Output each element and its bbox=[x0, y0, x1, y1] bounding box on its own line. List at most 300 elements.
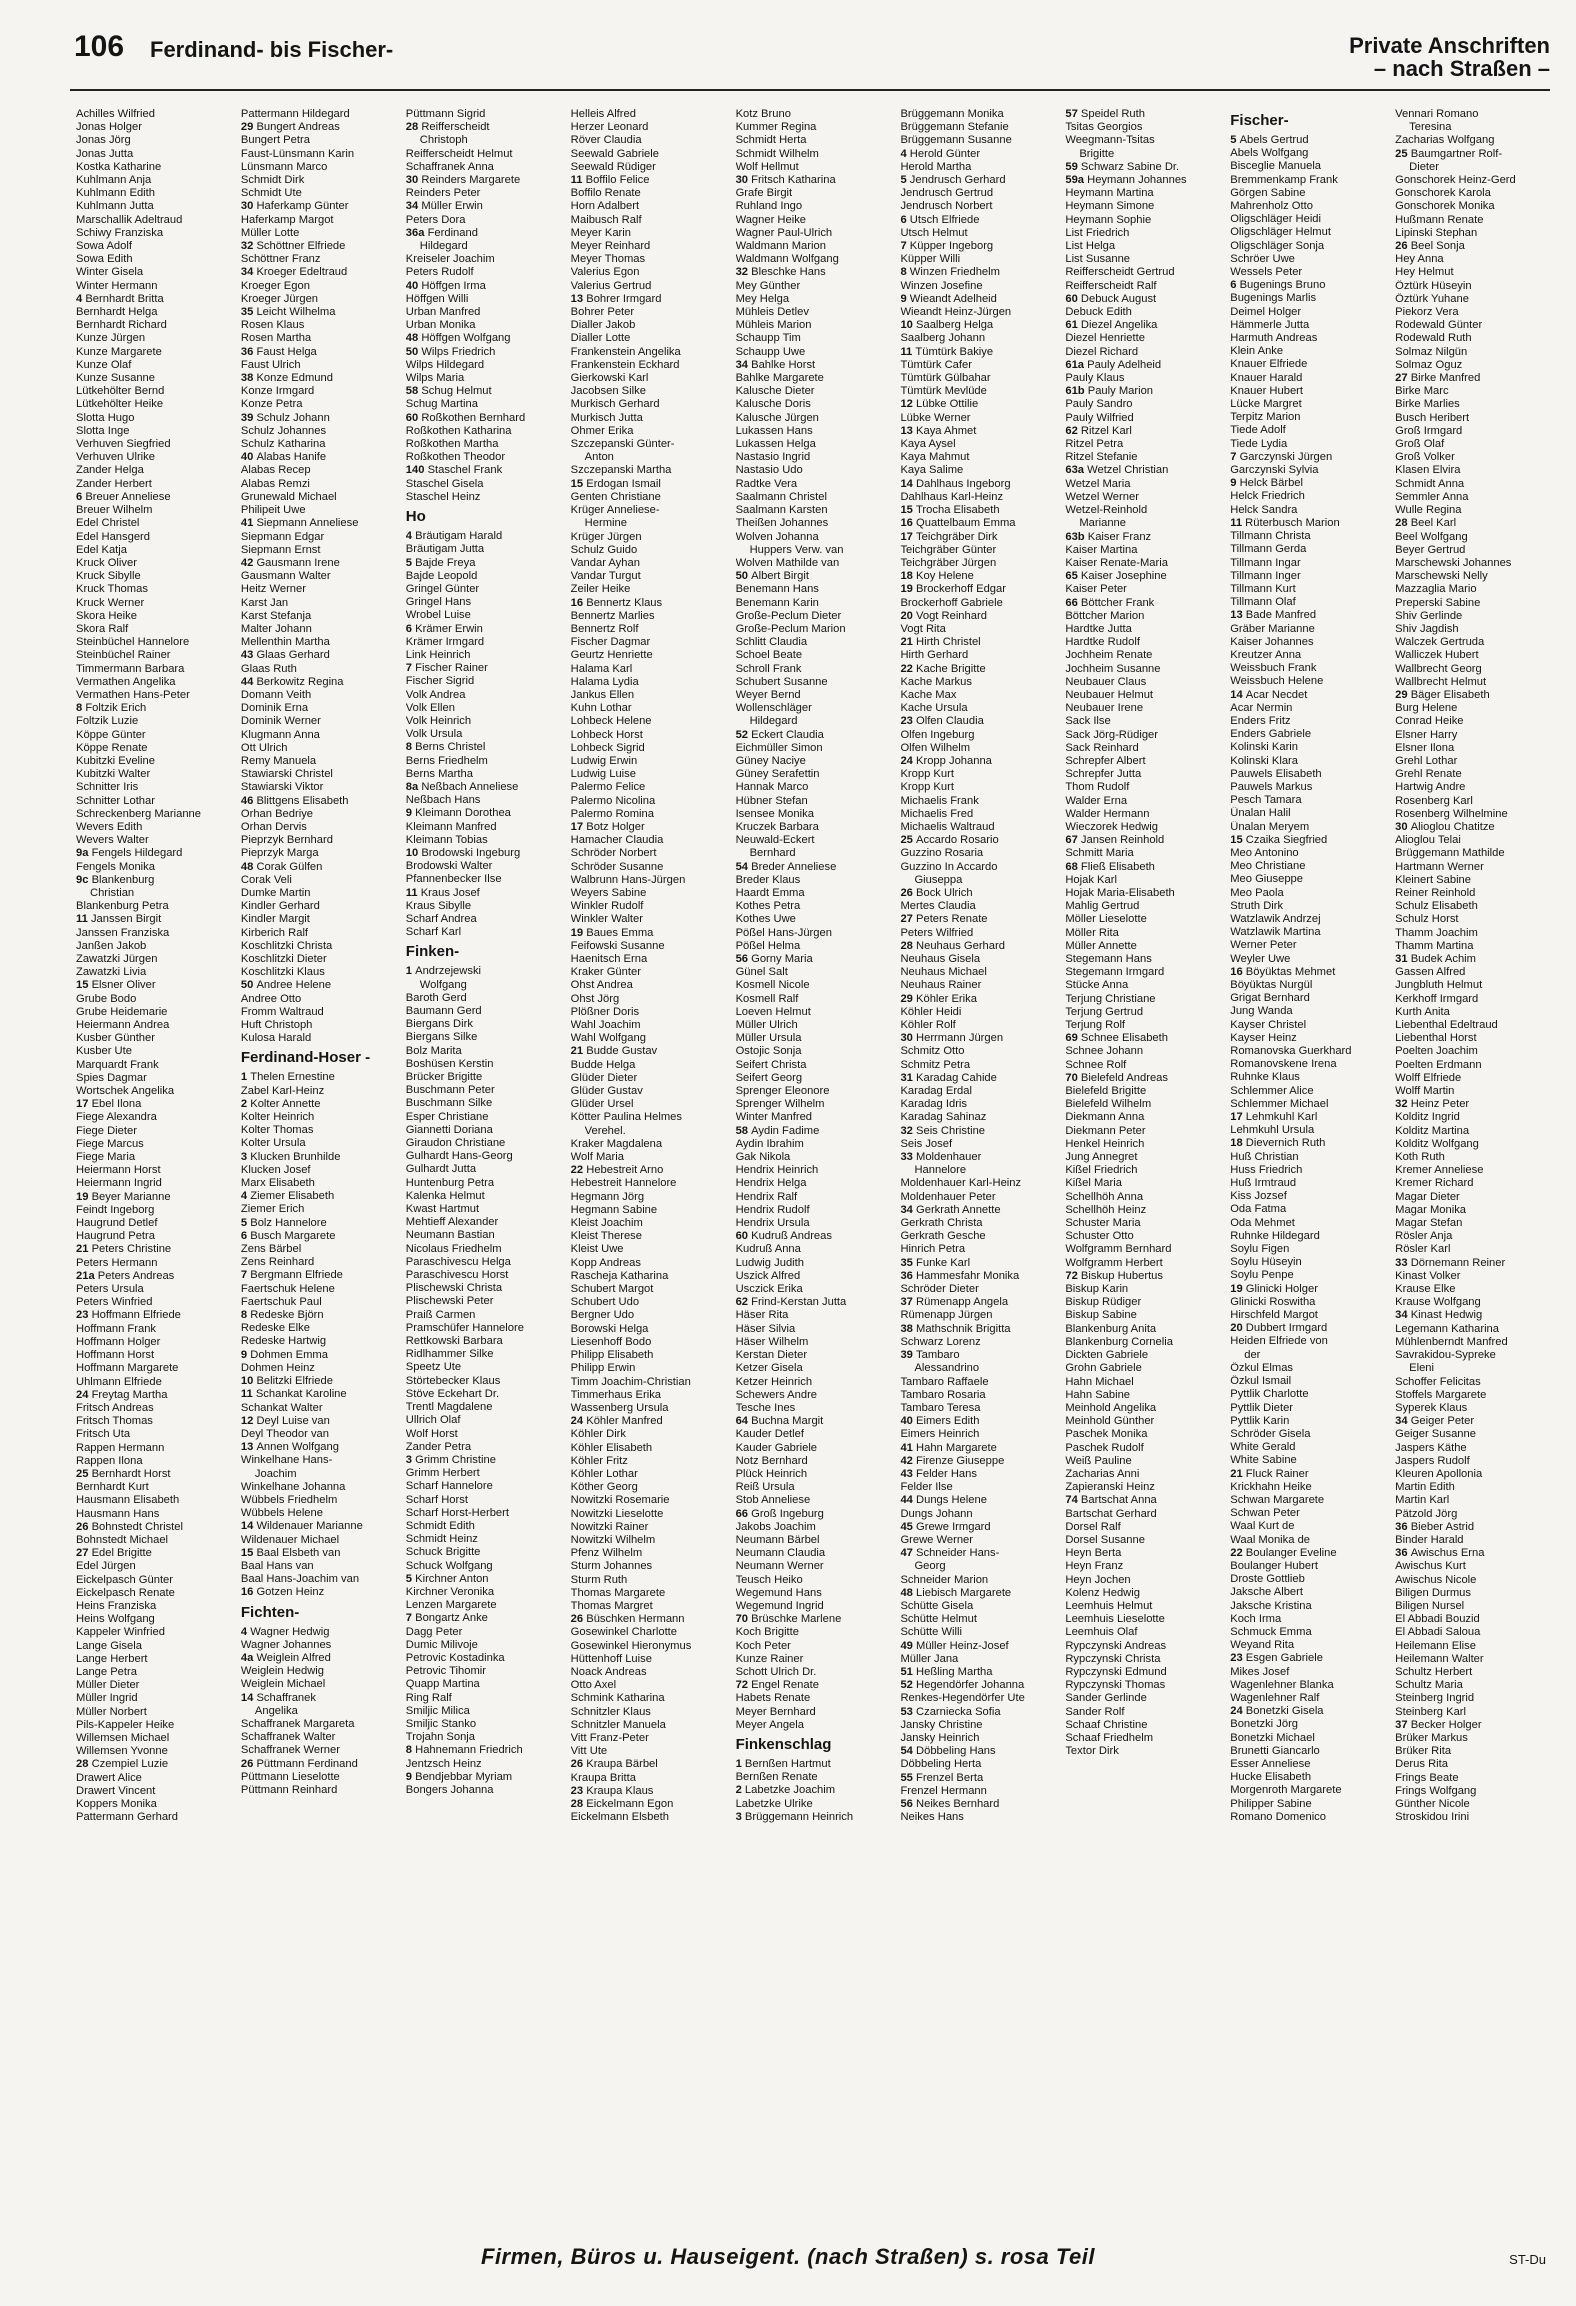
directory-entry: Wagner Paul-Ulrich bbox=[735, 226, 833, 239]
directory-entry: 22 Hebestreit Arno bbox=[570, 1164, 664, 1177]
directory-entry: Volk Ursula bbox=[405, 728, 463, 741]
directory-entry: 28 Reifferscheidt bbox=[405, 121, 490, 134]
directory-entry: 65 Kaiser Josephine bbox=[1065, 570, 1167, 583]
directory-entry: Hebestreit Hannelore bbox=[570, 1177, 677, 1190]
directory-entry: Busch Heribert bbox=[1395, 411, 1470, 424]
directory-entry: Herzer Leonard bbox=[570, 121, 649, 134]
directory-entry: 11 Tümtürk Bakiye bbox=[900, 345, 994, 358]
directory-entry: Hausmann Hans bbox=[76, 1507, 160, 1520]
directory-entry: Pesch Tamara bbox=[1230, 794, 1302, 807]
directory-entry: Gringel Hans bbox=[405, 596, 472, 609]
directory-entry: Helck Sandra bbox=[1230, 503, 1298, 516]
directory-entry: Weissbuch Frank bbox=[1230, 662, 1317, 675]
directory-entry: Pößel Hans-Jürgen bbox=[735, 926, 832, 939]
directory-entry: Lünsmann Marco bbox=[240, 160, 328, 173]
directory-entry: 59a Heymann Johannes bbox=[1065, 174, 1187, 187]
directory-entry: Feifowski Susanne bbox=[570, 939, 665, 952]
directory-entry: 29 Bäger Elisabeth bbox=[1395, 688, 1490, 701]
directory-entry: 9 Dohmen Emma bbox=[240, 1348, 328, 1361]
directory-column-2 bbox=[241, 108, 392, 2180]
directory-entry: 22 Boulanger Eveline bbox=[1230, 1546, 1337, 1559]
directory-entry: Verehel. bbox=[584, 1124, 626, 1137]
directory-entry: 42 Firenze Giuseppe bbox=[900, 1454, 1005, 1467]
directory-entry: 34 Müller Erwin bbox=[405, 200, 483, 213]
directory-entry: 9 Kleimann Dorothea bbox=[405, 807, 511, 820]
house-number: 38 bbox=[900, 1322, 917, 1335]
directory-entry: Stegemann Irmgard bbox=[1065, 966, 1165, 979]
directory-entry: Pyttlik Dieter bbox=[1230, 1401, 1294, 1414]
house-number: 66 bbox=[735, 1507, 752, 1520]
directory-entry: Christoph bbox=[419, 134, 468, 147]
house-number: 25 bbox=[900, 834, 917, 847]
directory-entry: Hojak Maria-Elisabeth bbox=[1065, 886, 1175, 899]
directory-entry: Soylu Hüseyin bbox=[1230, 1256, 1302, 1269]
directory-entry: Koschlitzki Christa bbox=[240, 939, 333, 952]
directory-entry: Urban Monika bbox=[405, 319, 476, 332]
directory-entry: Debuck Edith bbox=[1065, 306, 1132, 319]
directory-entry: Karst Stefanja bbox=[240, 609, 312, 622]
directory-entry: Pfannenbecker Ilse bbox=[405, 873, 502, 886]
directory-entry: Meyer Karin bbox=[570, 226, 631, 239]
directory-entry: 3 Klucken Brunhilde bbox=[240, 1150, 341, 1163]
directory-entry: Weiglein Michael bbox=[240, 1678, 326, 1691]
directory-entry: Deimel Holger bbox=[1230, 305, 1302, 318]
directory-entry: Koschlitzki Dieter bbox=[240, 953, 327, 965]
directory-entry: Zacharias Anni bbox=[1065, 1467, 1140, 1480]
directory-entry: Szczepanski Günter- bbox=[570, 438, 675, 451]
house-number: 51 bbox=[900, 1665, 917, 1678]
directory-entry: 11 Boffilo Felice bbox=[570, 174, 650, 187]
directory-entry: Wessels Peter bbox=[1230, 266, 1303, 279]
directory-entry: 52 Eckert Claudia bbox=[735, 728, 824, 741]
directory-entry: Lehmkuhl Ursula bbox=[1230, 1124, 1315, 1137]
directory-entry: Schuster Maria bbox=[1065, 1217, 1141, 1230]
directory-entry: Jaksche Albert bbox=[1230, 1586, 1303, 1599]
directory-entry: Tillmann Ingar bbox=[1230, 556, 1301, 569]
house-number: 54 bbox=[735, 860, 752, 873]
directory-entry: Halama Karl bbox=[570, 662, 633, 675]
house-number: 5 bbox=[405, 556, 416, 569]
directory-entry: Edel Hansgerd bbox=[76, 530, 151, 543]
directory-entry: Ludwig Luise bbox=[570, 768, 636, 781]
directory-entry: Pramschüfer Hannelore bbox=[405, 1321, 524, 1334]
directory-entry: Krickhahn Heike bbox=[1230, 1480, 1312, 1493]
directory-entry: Meyer Bernhard bbox=[735, 1705, 816, 1718]
directory-entry: Lohbeck Horst bbox=[570, 728, 643, 741]
directory-entry: Soylu Penpe bbox=[1230, 1269, 1294, 1282]
directory-entry: Philipper Sabine bbox=[1230, 1797, 1312, 1810]
directory-entry: Schwan Margarete bbox=[1230, 1493, 1325, 1506]
directory-entry: Romano Domenico bbox=[1230, 1810, 1326, 1823]
directory-entry: Böttcher Marion bbox=[1065, 609, 1145, 622]
directory-entry: Bennertz Marlies bbox=[570, 609, 655, 622]
house-number: 36 bbox=[1395, 1547, 1411, 1560]
house-number: 26 bbox=[76, 1520, 92, 1533]
house-number: 60 bbox=[735, 1230, 752, 1243]
house-number: 5 bbox=[240, 1216, 251, 1229]
house-number: 15 bbox=[900, 504, 917, 517]
directory-entry: Murkisch Jutta bbox=[570, 411, 643, 424]
directory-entry: Haugrund Detlef bbox=[76, 1217, 158, 1230]
directory-entry: 36 Faust Helga bbox=[240, 345, 317, 358]
directory-entry: 32 Bleschke Hans bbox=[735, 266, 826, 279]
directory-entry: Achilles Wilfried bbox=[76, 108, 155, 120]
directory-entry: Philipp Elisabeth bbox=[570, 1349, 654, 1362]
directory-entry: Andree Otto bbox=[240, 992, 302, 1005]
directory-entry: Schaaf Christine bbox=[1065, 1718, 1148, 1731]
directory-entry: Esser Anneliese bbox=[1230, 1757, 1311, 1770]
directory-entry: Wahl Joachim bbox=[570, 1019, 641, 1032]
directory-entry: 17 Ebel Ilona bbox=[76, 1098, 142, 1111]
directory-entry: Kroeger Jürgen bbox=[240, 292, 319, 305]
house-number: 8 bbox=[900, 266, 910, 279]
directory-entry: 14 Wildenauer Marianne bbox=[240, 1520, 363, 1533]
house-number: 1 bbox=[240, 1071, 251, 1084]
directory-entry: 5 Bolz Hannelore bbox=[240, 1216, 327, 1229]
directory-entry: 25 Bernhardt Horst bbox=[76, 1467, 171, 1480]
directory-entry: 15 Trocha Elisabeth bbox=[900, 504, 1000, 517]
directory-entry: Köppe Renate bbox=[76, 741, 148, 754]
directory-entry: 28 Eickelmann Egon bbox=[570, 1798, 674, 1810]
directory-entry: Watzlawik Andrzej bbox=[1230, 912, 1321, 925]
directory-entry: Geiger Susanne bbox=[1395, 1428, 1476, 1441]
directory-entry: Solmaz Oguz bbox=[1395, 358, 1463, 371]
directory-entry: Fromm Waltraud bbox=[240, 1005, 324, 1018]
directory-entry: Peters Ursula bbox=[76, 1283, 144, 1296]
directory-entry: Habets Renate bbox=[735, 1692, 811, 1705]
directory-entry: Urban Manfred bbox=[405, 306, 481, 319]
directory-entry: Klein Anke bbox=[1230, 345, 1284, 358]
directory-entry: 4 Herold Günter bbox=[900, 147, 981, 160]
directory-entry: Püttmann Lieselotte bbox=[240, 1770, 340, 1783]
directory-entry: Kolditz Wolfgang bbox=[1395, 1137, 1479, 1150]
directory-entry: Blankenburg Petra bbox=[76, 900, 169, 913]
directory-entry: Köhler Heidi bbox=[900, 1005, 962, 1018]
directory-entry: Jansky Heinrich bbox=[900, 1731, 980, 1744]
directory-entry: Baal Hans-Joachim van bbox=[240, 1573, 360, 1586]
directory-entry: 14 Schaffranek bbox=[240, 1691, 316, 1704]
directory-entry: Schaffranek Margareta bbox=[240, 1717, 355, 1730]
house-number: 21a bbox=[76, 1269, 98, 1282]
directory-entry: Herold Martha bbox=[900, 160, 972, 173]
house-number: 44 bbox=[240, 675, 257, 688]
directory-entry: Waal Monika de bbox=[1230, 1533, 1311, 1546]
directory-entry: Baumann Gerd bbox=[405, 1005, 482, 1017]
directory-entry: 24 Bonetzki Gisela bbox=[1230, 1705, 1324, 1718]
house-number: 57 bbox=[1065, 108, 1081, 120]
directory-entry: Brücker Brigitte bbox=[405, 1071, 483, 1084]
directory-entry: Fritsch Uta bbox=[76, 1428, 131, 1441]
directory-entry: 35 Leicht Wilhelma bbox=[240, 306, 336, 319]
directory-entry: 47 Schneider Hans- bbox=[900, 1547, 1000, 1560]
house-number: 1 bbox=[405, 965, 416, 978]
house-number: 53 bbox=[900, 1705, 917, 1718]
directory-entry: Kleinert Sabine bbox=[1395, 873, 1472, 886]
directory-entry: 56 Gorny Maria bbox=[735, 953, 813, 965]
directory-entry: Zander Herbert bbox=[76, 477, 152, 490]
directory-entry: Biergans Silke bbox=[405, 1031, 478, 1044]
house-number: 48 bbox=[900, 1586, 917, 1599]
directory-entry: Hendrix Ursula bbox=[735, 1217, 810, 1230]
directory-entry: Schmidt Ute bbox=[240, 187, 302, 200]
directory-entry: Kunze Rainer bbox=[735, 1652, 804, 1665]
directory-entry: Stawiarski Viktor bbox=[240, 781, 324, 794]
directory-entry: Kuhlmann Anja bbox=[76, 174, 152, 187]
directory-entry: Wübbels Friedhelm bbox=[240, 1493, 338, 1506]
directory-entry: Fritsch Thomas bbox=[76, 1415, 153, 1428]
directory-entry: Verhuven Ulrike bbox=[76, 451, 155, 464]
directory-entry: 24 Kropp Johanna bbox=[900, 754, 992, 767]
directory-entry: Heyn Franz bbox=[1065, 1560, 1124, 1573]
directory-entry: Schrepfer Albert bbox=[1065, 754, 1146, 767]
directory-entry: Tümtürk Gülbahar bbox=[900, 372, 991, 385]
directory-entry: Scharf Hannelore bbox=[405, 1480, 493, 1493]
directory-entry: Lukassen Helga bbox=[735, 438, 816, 451]
directory-entry: Bongers Johanna bbox=[405, 1783, 494, 1796]
directory-entry: Kolter Ursula bbox=[240, 1137, 306, 1150]
directory-entry: Gonschorek Karola bbox=[1395, 187, 1491, 200]
house-number: 32 bbox=[735, 266, 752, 279]
house-number: 19 bbox=[900, 583, 917, 596]
house-number: 60 bbox=[405, 411, 422, 424]
street-heading: Fischer- bbox=[1230, 112, 1289, 129]
house-number: 1 bbox=[735, 1757, 745, 1770]
directory-entry: Groß Olaf bbox=[1395, 438, 1445, 451]
directory-entry: Winkler Walter bbox=[570, 913, 643, 926]
directory-entry: Birke Marc bbox=[1395, 385, 1449, 398]
directory-entry: Wahl Wolfgang bbox=[570, 1032, 646, 1045]
directory-entry: Gassen Alfred bbox=[1395, 966, 1466, 979]
directory-entry: Ohst Andrea bbox=[570, 979, 633, 992]
directory-column-3 bbox=[406, 108, 557, 2180]
directory-entry: Schaffranek Walter bbox=[240, 1731, 336, 1744]
house-number: 14 bbox=[1230, 688, 1246, 701]
directory-entry: Hardtke Jutta bbox=[1065, 622, 1132, 635]
directory-entry: Michaelis Waltraud bbox=[900, 820, 995, 833]
directory-entry: Eichmüller Simon bbox=[735, 741, 823, 754]
directory-entry: Zawatzki Jürgen bbox=[76, 953, 158, 965]
house-number: 11 bbox=[405, 886, 421, 899]
directory-entry: 23 Esgen Gabriele bbox=[1230, 1652, 1323, 1665]
directory-entry: Bernßen Renate bbox=[735, 1771, 818, 1784]
directory-entry: 4a Weiglein Alfred bbox=[240, 1651, 331, 1664]
directory-entry: 11 Kraus Josef bbox=[405, 886, 480, 899]
directory-entry: Kaya Salime bbox=[900, 464, 964, 477]
directory-entry: Wagenlehner Blanka bbox=[1230, 1678, 1334, 1691]
directory-entry: Edel Jürgen bbox=[76, 1560, 136, 1573]
directory-entry: Gringel Günter bbox=[405, 582, 480, 595]
directory-entry: Valerius Egon bbox=[570, 266, 640, 279]
house-number: 7 bbox=[240, 1269, 251, 1282]
directory-entry: 15 Baal Elsbeth van bbox=[240, 1546, 341, 1559]
directory-entry: Müller Lotte bbox=[240, 226, 300, 239]
house-number: 50 bbox=[735, 570, 752, 583]
directory-entry: Palermo Romina bbox=[570, 807, 654, 820]
directory-entry: Große-Peclum Dieter bbox=[735, 609, 842, 622]
directory-entry: Gierkowski Karl bbox=[570, 372, 649, 385]
directory-entry: Roßkothen Katharina bbox=[405, 424, 512, 437]
directory-entry: Wevers Edith bbox=[76, 820, 143, 833]
directory-entry: Köhler Rolf bbox=[900, 1019, 956, 1032]
directory-entry: 70 Bielefeld Andreas bbox=[1065, 1071, 1168, 1084]
directory-entry: Foltzik Luzie bbox=[76, 715, 139, 728]
directory-entry: Grehl Lothar bbox=[1395, 754, 1458, 767]
directory-entry: Püttmann Sigrid bbox=[405, 108, 486, 120]
directory-entry: Janssen Franziska bbox=[76, 926, 170, 939]
directory-entry: Wagner Heike bbox=[735, 213, 807, 226]
house-number: 70 bbox=[735, 1613, 752, 1626]
directory-entry: Dialler Jakob bbox=[570, 319, 636, 332]
house-number: 21 bbox=[76, 1243, 92, 1256]
directory-entry: Schmidt Edith bbox=[405, 1519, 475, 1532]
directory-entry: Guzzino In Accardo bbox=[900, 860, 998, 873]
directory-entry: Piekorz Vera bbox=[1395, 306, 1459, 319]
directory-entry: Schubert Susanne bbox=[735, 675, 828, 688]
directory-entry: Bugenings Marlis bbox=[1230, 292, 1317, 305]
directory-entry: Liesenhoff Bodo bbox=[570, 1335, 652, 1348]
directory-entry: Oda Fatma bbox=[1230, 1203, 1287, 1216]
directory-entry: Seifert Christa bbox=[735, 1058, 807, 1071]
directory-entry: Heins Wolfgang bbox=[76, 1613, 155, 1626]
directory-entry: Eickelmann Elsbeth bbox=[570, 1811, 669, 1824]
directory-entry: Dorsel Susanne bbox=[1065, 1533, 1145, 1546]
house-number: 42 bbox=[900, 1454, 917, 1467]
house-number: 36a bbox=[405, 226, 428, 239]
directory-entry: Schellhöh Heinz bbox=[1065, 1203, 1147, 1216]
directory-entry: Timmermann Barbara bbox=[76, 662, 185, 675]
directory-entry: Günther Nicole bbox=[1395, 1798, 1470, 1810]
directory-entry: Volk Andrea bbox=[405, 688, 466, 701]
directory-entry: 13 Kaya Ahmet bbox=[900, 424, 977, 437]
directory-entry: Hoffmann Horst bbox=[76, 1349, 155, 1362]
directory-entry: Eleni bbox=[1409, 1362, 1435, 1375]
directory-entry: 54 Döbbeling Hans bbox=[900, 1745, 996, 1758]
directory-entry: Wolff Elfriede bbox=[1395, 1071, 1462, 1084]
directory-entry: Winter Gisela bbox=[76, 266, 144, 279]
directory-entry: Hußmann Renate bbox=[1395, 213, 1484, 226]
house-number: 11 bbox=[76, 913, 91, 926]
house-number: 16 bbox=[570, 596, 587, 609]
directory-entry: 32 Schöttner Elfriede bbox=[240, 240, 346, 253]
directory-entry: Wolfgramm Bernhard bbox=[1065, 1243, 1172, 1256]
house-number: 17 bbox=[570, 820, 587, 833]
house-number: 24 bbox=[76, 1388, 92, 1401]
directory-entry: Heiden Elfriede von bbox=[1230, 1335, 1328, 1348]
directory-entry: Thamm Joachim bbox=[1395, 926, 1478, 939]
directory-entry: Schuster Otto bbox=[1065, 1230, 1134, 1243]
directory-entry: Mühlenberndt Manfred bbox=[1395, 1335, 1508, 1348]
house-number: 39 bbox=[240, 411, 257, 424]
directory-entry: Kaiser Renate-Maria bbox=[1065, 556, 1168, 569]
directory-entry: Kalusche Jürgen bbox=[735, 411, 819, 424]
directory-entry: Hannelore bbox=[914, 1164, 967, 1177]
directory-entry: Krause Elke bbox=[1395, 1283, 1456, 1296]
directory-entry: Henkel Heinrich bbox=[1065, 1137, 1145, 1150]
directory-entry: Palermo Felice bbox=[570, 781, 646, 794]
house-number: 15 bbox=[240, 1546, 257, 1559]
directory-entry: Heymann Simone bbox=[1065, 200, 1155, 213]
directory-entry: Boffilo Renate bbox=[570, 187, 641, 200]
street-heading: Finkenschlag bbox=[735, 1735, 832, 1753]
directory-entry: Tambaro Rosaria bbox=[900, 1388, 986, 1401]
directory-entry: Diezel Henriette bbox=[1065, 332, 1145, 345]
directory-entry: Kuhn Lothar bbox=[570, 702, 632, 715]
directory-entry: El Abbadi Saloua bbox=[1395, 1626, 1481, 1639]
directory-entry: Mühleis Detlev bbox=[735, 306, 809, 319]
directory-entry: Eickelpasch Renate bbox=[76, 1586, 175, 1599]
directory-entry: Meinhold Günther bbox=[1065, 1415, 1155, 1428]
directory-entry: Hey Helmut bbox=[1395, 266, 1454, 279]
directory-entry: Alabas Remzi bbox=[240, 477, 310, 490]
directory-entry: 22 Kache Brigitte bbox=[900, 662, 986, 675]
directory-entry: Marquardt Frank bbox=[76, 1058, 159, 1071]
directory-entry: Schulz Johannes bbox=[240, 424, 327, 437]
directory-entry: List Susanne bbox=[1065, 253, 1131, 266]
directory-entry: Möller Rita bbox=[1065, 926, 1119, 939]
directory-entry: Schaupp Uwe bbox=[735, 345, 806, 358]
directory-entry: Peters Wilfried bbox=[900, 926, 974, 939]
directory-entry: Janßen Jakob bbox=[76, 939, 147, 952]
directory-entry: Hamacher Claudia bbox=[570, 834, 664, 847]
directory-entry: Steinbüchel Rainer bbox=[76, 649, 171, 662]
house-number: 58 bbox=[405, 385, 422, 398]
directory-entry: 48 Corak Gülfen bbox=[240, 860, 323, 873]
house-number: 26 bbox=[240, 1757, 257, 1770]
directory-entry: Bonetzki Jörg bbox=[1230, 1718, 1299, 1731]
directory-entry: Ohmer Erika bbox=[570, 424, 634, 437]
directory-entry: Paraschivescu Horst bbox=[405, 1269, 509, 1282]
directory-entry: Köhler Elisabeth bbox=[570, 1441, 653, 1454]
house-number: 34 bbox=[405, 200, 422, 213]
directory-entry: Kache Markus bbox=[900, 675, 972, 688]
directory-entry: Ring Ralf bbox=[405, 1691, 452, 1704]
directory-entry: Huppers Verw. van bbox=[749, 543, 844, 556]
directory-entry: 27 Birke Manfred bbox=[1395, 372, 1481, 385]
directory-entry: 74 Bartschat Anna bbox=[1065, 1494, 1157, 1507]
directory-entry: Häser Silvia bbox=[735, 1322, 796, 1335]
directory-entry: Watzlawik Martina bbox=[1230, 926, 1321, 939]
house-number: 14 bbox=[240, 1520, 257, 1533]
directory-entry: Kosmell Nicole bbox=[735, 979, 810, 992]
directory-entry: Schneider Marion bbox=[900, 1573, 989, 1586]
directory-entry: Koppers Monika bbox=[76, 1798, 157, 1810]
directory-entry: Rascheja Katharina bbox=[570, 1269, 669, 1282]
directory-entry: 7 Bongartz Anke bbox=[405, 1612, 488, 1625]
directory-entry: Radtke Vera bbox=[735, 477, 798, 490]
directory-entry: Fiege Maria bbox=[76, 1151, 136, 1164]
directory-entry: 8 Winzen Friedhelm bbox=[900, 266, 1000, 279]
directory-entry: Huß Irmtraud bbox=[1230, 1177, 1297, 1190]
directory-entry: 5 Abels Gertrud bbox=[1230, 134, 1309, 146]
house-number: 13 bbox=[240, 1441, 257, 1454]
directory-entry: Neuwald-Eckert bbox=[735, 834, 815, 847]
house-number: 54 bbox=[900, 1745, 917, 1758]
directory-entry: 15 Czaika Siegfried bbox=[1230, 833, 1328, 846]
directory-entry: Wagner Johannes bbox=[240, 1638, 332, 1651]
directory-entry: Bielefeld Wilhelm bbox=[1065, 1098, 1152, 1111]
directory-entry: Teresina bbox=[1409, 121, 1452, 134]
directory-entry: Öztürk Hüseyin bbox=[1395, 279, 1472, 292]
directory-entry: 26 Kraupa Bärbel bbox=[570, 1758, 658, 1771]
directory-entry: Groß Volker bbox=[1395, 451, 1455, 464]
directory-entry: Zander Helga bbox=[76, 464, 144, 477]
footer-code: ST-Du bbox=[1509, 2252, 1546, 2267]
directory-entry: Sprenger Eleonore bbox=[735, 1085, 830, 1098]
directory-entry: Schmidt Herta bbox=[735, 134, 807, 147]
directory-entry: Kosmell Ralf bbox=[735, 992, 799, 1005]
directory-entry: Kuhlmann Edith bbox=[76, 187, 155, 200]
directory-entry: Kropp Kurt bbox=[900, 768, 954, 781]
